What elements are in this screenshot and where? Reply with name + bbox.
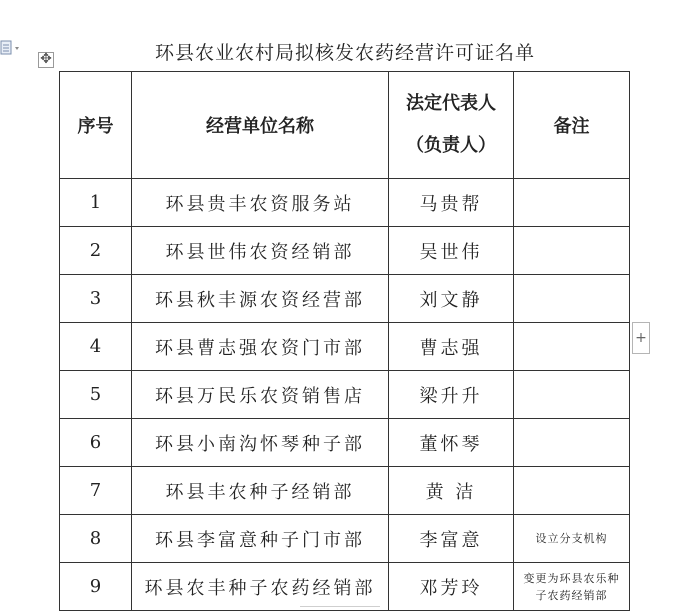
row-unit-name: 环县丰农种子经销部 [132, 467, 389, 515]
row-note [514, 179, 630, 227]
row-note-line2: 子农药经销部 [535, 588, 608, 602]
row-index: 2 [60, 227, 132, 275]
row-index: 4 [60, 323, 132, 371]
row-note [514, 563, 630, 611]
row-representative: 黄 洁 [389, 467, 514, 515]
table-row [60, 563, 630, 611]
row-note [514, 275, 630, 323]
table-row [60, 467, 630, 515]
row-unit-name: 环县小南沟怀琴种子部 [132, 419, 389, 467]
table-row [60, 419, 630, 467]
row-index: 7 [60, 467, 132, 515]
row-representative: 梁升升 [389, 371, 514, 419]
table-header-row [60, 72, 630, 179]
table-row [60, 371, 630, 419]
header-rep-line1: 法定代表人 [406, 93, 496, 114]
license-table [59, 71, 630, 611]
row-representative: 李富意 [389, 515, 514, 563]
row-unit-name: 环县李富意种子门市部 [132, 515, 389, 563]
row-note [514, 515, 630, 563]
add-column-button[interactable]: + [632, 322, 650, 354]
move-handle-icon[interactable]: ✥ [38, 52, 54, 68]
row-unit-name: 环县秋丰源农资经营部 [132, 275, 389, 323]
row-note-line1: 变更为环县农乐种 [523, 571, 620, 585]
row-note [514, 371, 630, 419]
row-representative: 曹志强 [389, 323, 514, 371]
row-representative: 马贵帮 [389, 179, 514, 227]
header-index: 序号 [60, 72, 132, 179]
header-notes: 备注 [514, 72, 630, 179]
row-index: 3 [60, 275, 132, 323]
table-row [60, 323, 630, 371]
row-note [514, 323, 630, 371]
row-representative: 刘文静 [389, 275, 514, 323]
document-icon[interactable] [0, 40, 24, 56]
row-representative: 邓芳玲 [389, 563, 514, 611]
row-index: 1 [60, 179, 132, 227]
header-unit-name: 经营单位名称 [132, 72, 389, 179]
table-row [60, 515, 630, 563]
row-index: 6 [60, 419, 132, 467]
row-note [514, 419, 630, 467]
row-unit-name: 环县世伟农资经销部 [132, 227, 389, 275]
row-unit-name: 环县贵丰农资服务站 [132, 179, 389, 227]
row-note [514, 467, 630, 515]
table-row [60, 275, 630, 323]
header-rep-line2: （负责人） [406, 135, 496, 156]
row-representative: 董怀琴 [389, 419, 514, 467]
page-title: 环县农业农村局拟核发农药经营许可证名单 [154, 42, 535, 64]
row-index: 5 [60, 371, 132, 419]
row-note [514, 227, 630, 275]
table-row [60, 227, 630, 275]
row-index: 9 [60, 563, 132, 611]
header-representative [389, 72, 514, 179]
row-representative: 吴世伟 [389, 227, 514, 275]
row-unit-name: 环县曹志强农资门市部 [132, 323, 389, 371]
table-row [60, 179, 630, 227]
row-unit-name: 环县农丰种子农药经销部 [132, 563, 389, 611]
row-unit-name: 环县万民乐农资销售店 [132, 371, 389, 419]
row-note-line1: 设立分支机构 [535, 532, 608, 545]
row-index: 8 [60, 515, 132, 563]
